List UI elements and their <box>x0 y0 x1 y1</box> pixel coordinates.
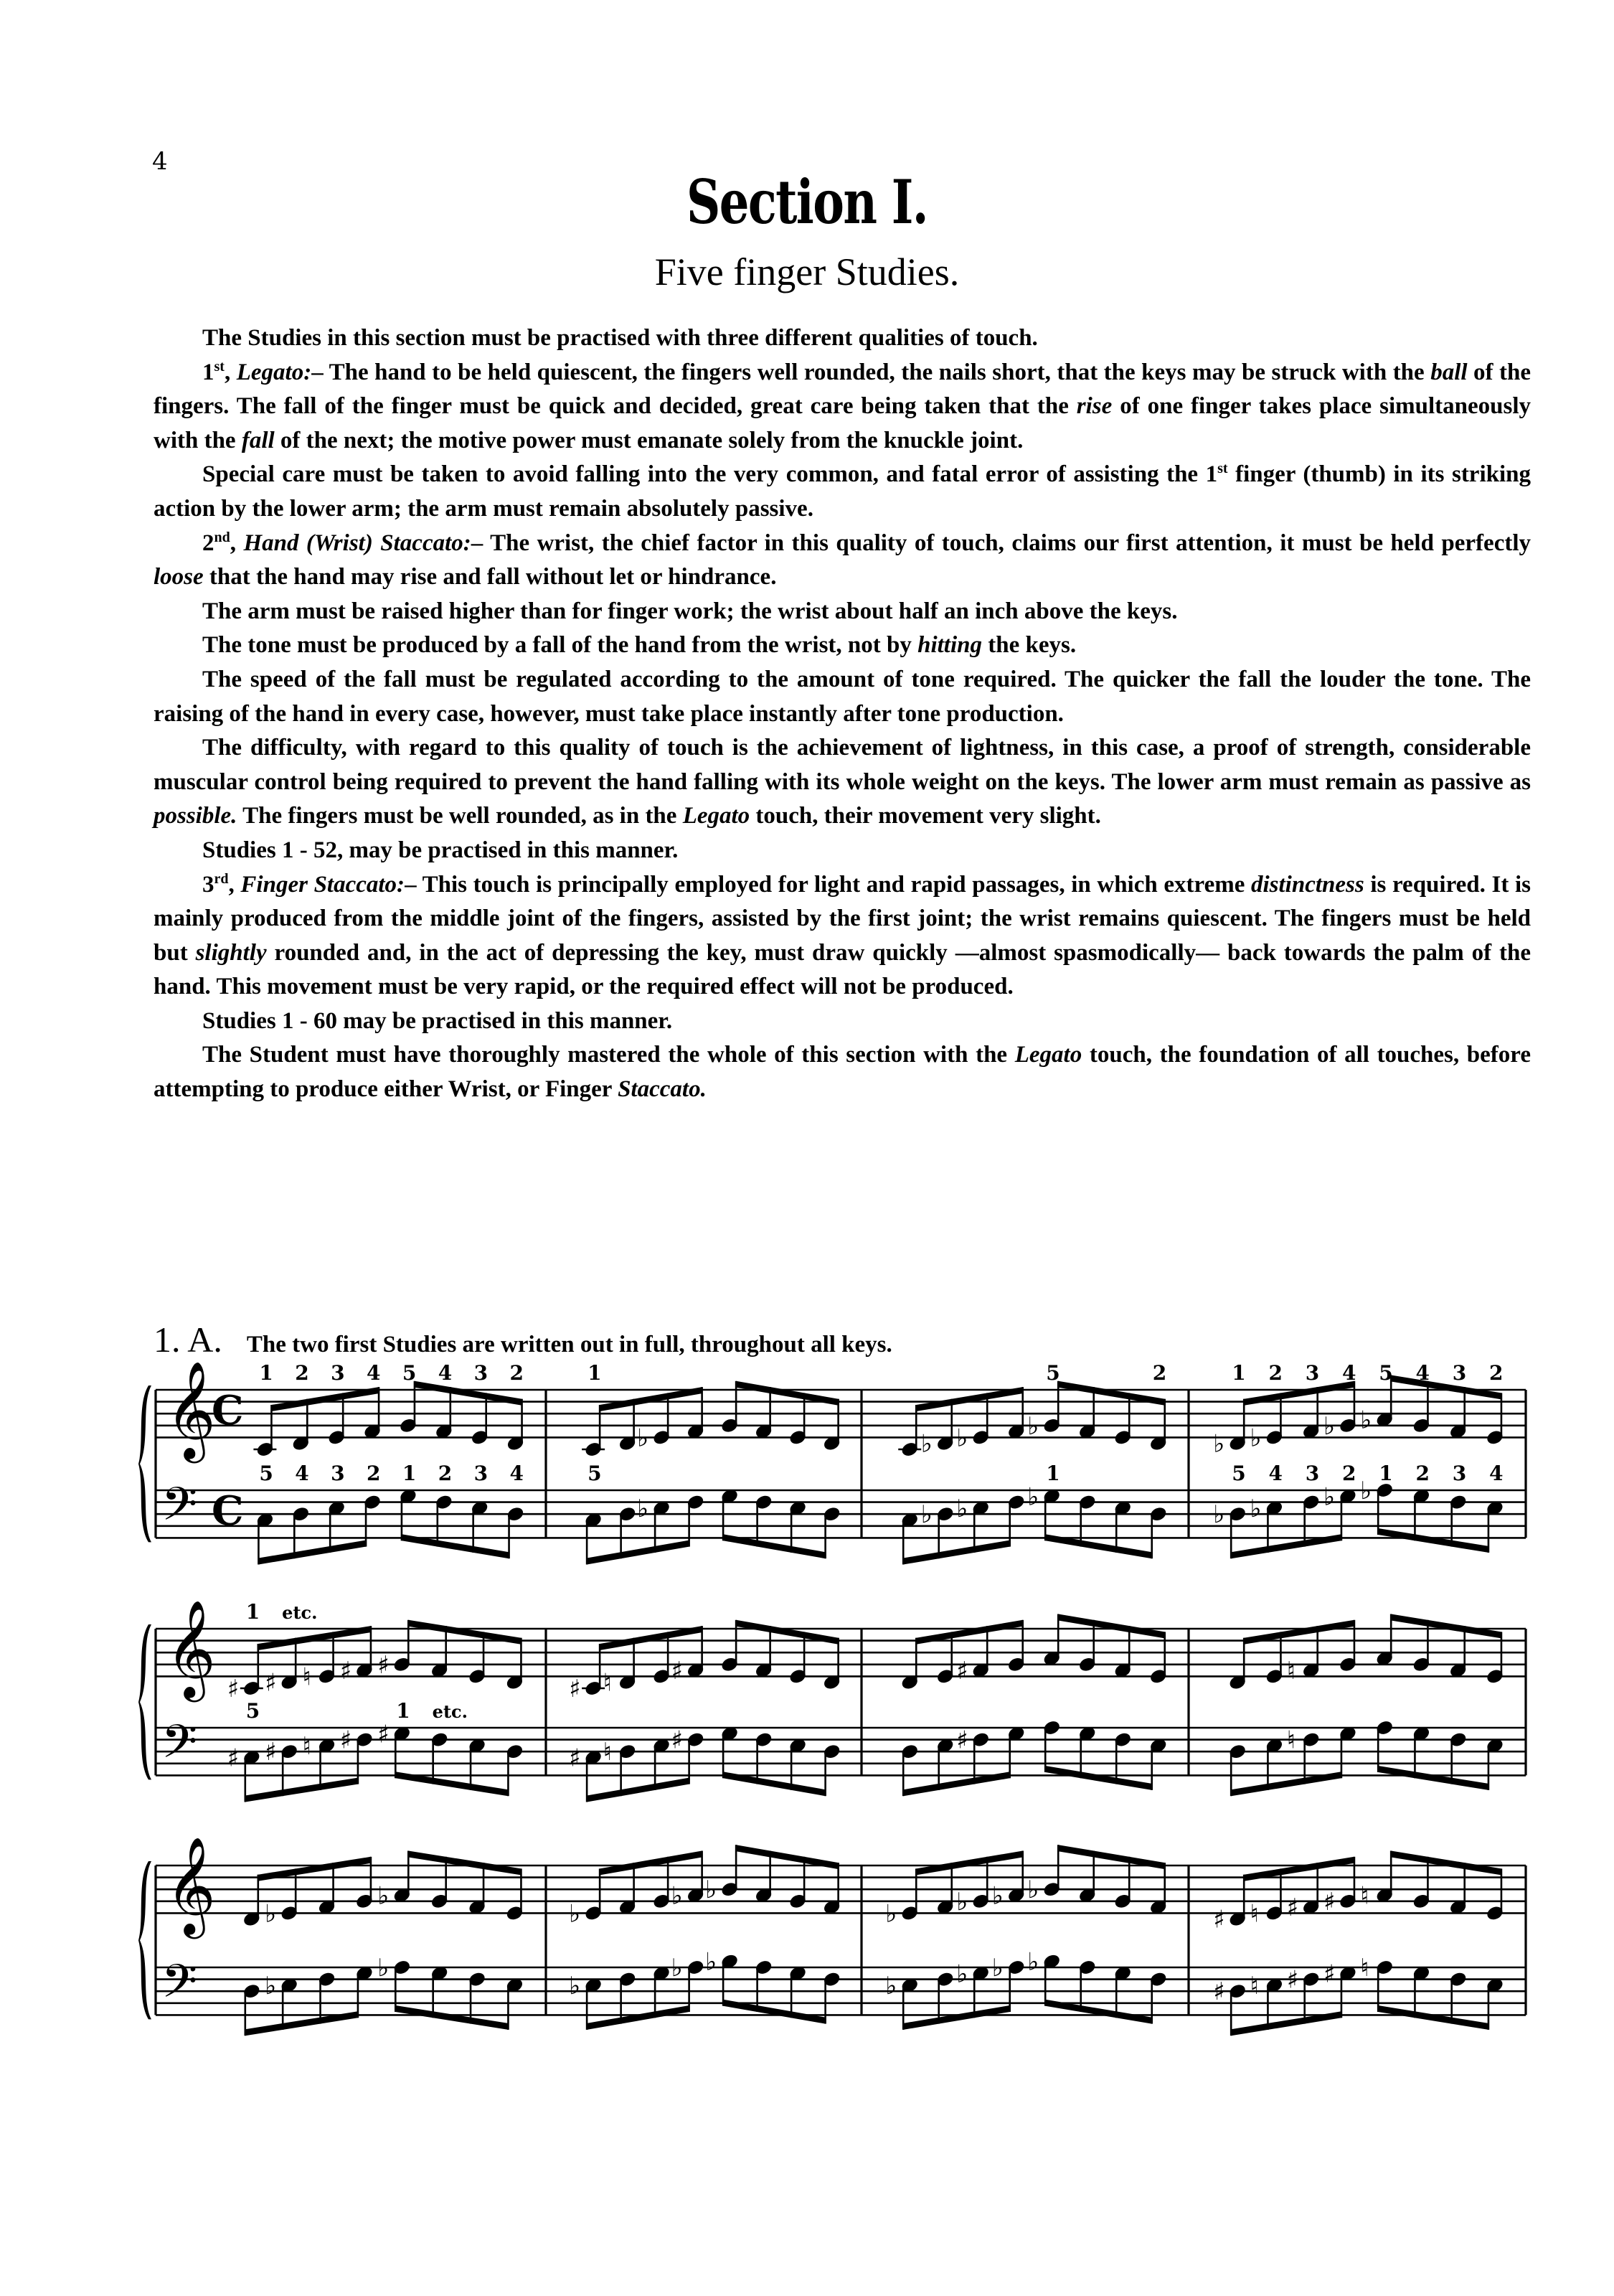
flat-icon: ♭ <box>1360 1477 1372 1505</box>
flat-icon: ♭ <box>377 1881 390 1911</box>
flat-icon: ♭ <box>569 1971 581 2000</box>
sharp-icon: ♯ <box>265 1738 277 1767</box>
natural-icon: ♮ <box>1360 1881 1369 1911</box>
page-number: 4 <box>152 147 168 176</box>
paragraph: 2nd, Hand (Wrist) Staccato:– The wrist, the chief factor in this quality of touch, claims our first attention, it must be held perfectly loose that the hand may rise and fall without let or hindrance. <box>154 529 1531 591</box>
beam <box>1378 2005 1488 2030</box>
bass-clef-icon: 𝄢 <box>161 1715 198 1780</box>
fingering: 3 <box>1305 1462 1320 1485</box>
sharp-icon: ♯ <box>1213 1977 1225 2007</box>
paragraph: 1st, Legato:– The hand to be held quiescent, the fingers well rounded, the nails short, that the keys may be struck with the ball of the fingers. The fall of the finger must be quick and decided, great care being taken that the rise of one finger takes place simultaneously with the fall of the next; the motive power must emanate solely from the knuckle joint. <box>154 358 1532 453</box>
paragraph: The speed of the fall must be regulated according to the amount of tone required. The quicker the fall the louder the tone. The raising of the hand in every case, however, must take place instantly after tone production. <box>154 666 1531 727</box>
sharp-icon: ♯ <box>956 1657 968 1686</box>
sharp-icon: ♯ <box>227 1675 240 1703</box>
flat-icon: ♭ <box>1323 1411 1335 1441</box>
brace <box>138 1861 151 2019</box>
natural-icon: ♮ <box>1360 1954 1369 1982</box>
beam <box>408 1851 521 1876</box>
flat-icon: ♭ <box>991 1881 1004 1911</box>
natural-icon: ♮ <box>1250 1899 1259 1929</box>
fingering: 4 <box>438 1361 453 1385</box>
fingering: etc. <box>432 1701 468 1722</box>
fingering: 4 <box>1268 1462 1283 1485</box>
fingering: 5 <box>1046 1361 1060 1385</box>
brace <box>138 1385 151 1542</box>
sharp-icon: ♯ <box>671 1657 684 1686</box>
flat-icon: ♭ <box>956 1959 968 1989</box>
beam <box>1045 1766 1152 1790</box>
paragraph: The tone must be produced by a fall of the hand from the wrist, not by hitting the keys. <box>202 632 1077 659</box>
flat-icon: ♭ <box>1027 1876 1039 1905</box>
beam <box>1378 1528 1488 1553</box>
flat-icon: ♭ <box>920 1429 933 1459</box>
flat-icon: ♭ <box>265 1971 277 2000</box>
beam <box>587 1778 689 1802</box>
natural-icon: ♮ <box>1250 1971 1259 2000</box>
fingering: 5 <box>587 1462 602 1485</box>
natural-icon: ♮ <box>603 1738 612 1767</box>
brace <box>138 1624 151 1779</box>
flat-icon: ♭ <box>705 1876 717 1905</box>
sharp-icon: ♯ <box>1323 1887 1336 1916</box>
beam <box>1378 1766 1488 1790</box>
fingering: 2 <box>1152 1361 1167 1385</box>
flat-icon: ♭ <box>956 1424 968 1453</box>
beam <box>258 1540 366 1565</box>
paragraph: The Student must have thoroughly mastered the whole of this section with the Legato touch, the foundation of all touches, before attempting to produce either Wrist, or Finger Staccato. <box>154 1042 1531 1103</box>
natural-icon: ♮ <box>603 1668 612 1698</box>
flat-icon: ♭ <box>956 1887 968 1916</box>
flat-icon: ♭ <box>377 1954 390 1982</box>
beam <box>903 2005 1010 2030</box>
fingering: 5 <box>1379 1361 1393 1385</box>
flat-icon: ♭ <box>671 1881 683 1911</box>
fingering: 2 <box>1488 1361 1504 1385</box>
fingering: 4 <box>1341 1361 1356 1385</box>
fingering: 2 <box>367 1462 381 1485</box>
flat-icon: ♭ <box>1027 1947 1039 1977</box>
fingering: 5 <box>259 1462 273 1485</box>
sharp-icon: ♯ <box>1323 1959 1336 1989</box>
fingering: 1 <box>587 1361 602 1385</box>
beam <box>1391 1375 1501 1400</box>
fingering: 4 <box>509 1462 524 1485</box>
fingering: 2 <box>1268 1361 1283 1385</box>
beam <box>1391 1851 1501 1876</box>
flat-icon: ♭ <box>956 1494 968 1523</box>
paragraph: 3rd, Finger Staccato:– This touch is principally employed for light and rapid passages, in which extreme distinctness is required. It is mainly produced from the middle joint of the fingers, assisted by the first joint; the wrist remains quiescent. The fingers must be held but slightly rounded and, in the act of depressing the key, must draw quickly —almost spasmodically— back towards the palm of the hand. This movement must be very rapid, or the required effect will not be produced. <box>154 870 1532 1000</box>
fingering: 1 <box>402 1462 417 1485</box>
flat-icon: ♭ <box>569 1899 581 1929</box>
fingering: 2 <box>1341 1462 1356 1485</box>
fingering: 3 <box>1305 1361 1320 1385</box>
sharp-icon: ♯ <box>265 1668 277 1698</box>
fingering: 2 <box>1415 1462 1430 1485</box>
beam <box>600 1851 702 1876</box>
sharp-icon: ♯ <box>671 1726 684 1755</box>
sharp-icon: ♯ <box>339 1726 352 1755</box>
flat-icon: ♭ <box>265 1899 277 1929</box>
paragraph: The arm must be raised higher than for finger work; the wrist about half an inch above the keys. <box>202 598 1178 624</box>
fingering: 3 <box>473 1361 489 1385</box>
sharp-icon: ♯ <box>1286 1965 1299 1995</box>
fingering: 2 <box>295 1361 309 1385</box>
paragraph: The difficulty, with regard to this quality of touch is the achievement of lightness, in this case, a proof of strength, considerable muscular control being required to prevent the hand falling with its whole weight on the keys. The lower arm must remain as passive as possible. The fingers must be well rounded, as in the Legato touch, their movement very slight. <box>154 735 1531 829</box>
fingering: 1 <box>1379 1462 1393 1485</box>
flat-icon: ♭ <box>1027 1482 1039 1512</box>
paragraph: The Studies in this section must be practised with three different qualities of touch. <box>202 325 1038 351</box>
flat-icon: ♭ <box>885 1899 897 1929</box>
flat-icon: ♭ <box>1250 1424 1262 1453</box>
fingering: 1 <box>245 1600 260 1624</box>
study-description: The two first Studies are written out in full, throughout all keys. <box>246 1332 892 1358</box>
fingering: 1 <box>259 1361 273 1385</box>
flat-icon: ♭ <box>1213 1429 1225 1459</box>
flat-icon: ♭ <box>991 1954 1004 1982</box>
flat-icon: ♭ <box>1250 1494 1262 1523</box>
paragraph: Studies 1 - 60 may be practised in this manner. <box>202 1007 673 1034</box>
sharp-icon: ♯ <box>227 1744 240 1773</box>
treble-clef-icon: 𝄞 <box>166 1359 216 1459</box>
sharp-icon: ♯ <box>377 1650 390 1680</box>
beam <box>903 1540 1010 1565</box>
fingering: 4 <box>1488 1462 1504 1485</box>
sharp-icon: ♯ <box>1213 1905 1225 1934</box>
beam <box>245 1778 358 1802</box>
sharp-icon: ♯ <box>569 1675 581 1703</box>
natural-icon: ♮ <box>1286 1657 1296 1686</box>
paragraph: Special care must be taken to avoid falling into the very common, and fatal error of assisting the 1st finger (thumb) in its striking action by the lower arm; the arm must remain absolutely passive. <box>154 461 1531 522</box>
sharp-icon: ♯ <box>1286 1893 1299 1923</box>
fingering: 2 <box>438 1462 453 1485</box>
common-time-icon: C <box>212 1487 244 1535</box>
natural-icon: ♮ <box>302 1731 311 1761</box>
flat-icon: ♭ <box>1213 1500 1225 1530</box>
sharp-icon: ♯ <box>377 1720 390 1749</box>
flat-icon: ♭ <box>1360 1406 1372 1435</box>
treble-clef-icon: 𝄞 <box>166 1835 216 1934</box>
section-subtitle: Five finger Studies. <box>654 250 960 293</box>
bass-clef-icon: 𝄢 <box>161 1477 198 1543</box>
flat-icon: ♭ <box>705 1947 717 1977</box>
sharp-icon: ♯ <box>339 1657 352 1686</box>
fingering: 3 <box>331 1462 345 1485</box>
flat-icon: ♭ <box>885 1971 897 2000</box>
fingering: etc. <box>282 1602 318 1623</box>
section-title: Section I. <box>686 166 928 237</box>
fingering: 3 <box>1452 1462 1467 1485</box>
fingering: 4 <box>295 1462 309 1485</box>
natural-icon: ♮ <box>1286 1726 1296 1755</box>
fingering: 4 <box>367 1361 381 1385</box>
beam <box>1058 1614 1165 1639</box>
fingering: 1 <box>1232 1361 1246 1385</box>
beam <box>916 1851 1023 1876</box>
fingering: 1 <box>1046 1462 1060 1485</box>
common-time-icon: C <box>212 1386 244 1434</box>
paragraph: Studies 1 - 52, may be practised in this manner. <box>202 837 679 863</box>
study-number: 1. A. <box>154 1319 222 1360</box>
fingering: 5 <box>1232 1462 1246 1485</box>
fingering: 3 <box>331 1361 345 1385</box>
fingering: 4 <box>1415 1361 1430 1385</box>
flat-icon: ♭ <box>920 1500 933 1530</box>
treble-clef-icon: 𝄞 <box>166 1598 216 1698</box>
beam <box>587 2005 689 2030</box>
sharp-icon: ♯ <box>956 1726 968 1755</box>
fingering: 1 <box>396 1699 410 1723</box>
beam <box>1391 1614 1501 1639</box>
natural-icon: ♮ <box>302 1662 311 1692</box>
fingering: 2 <box>509 1361 524 1385</box>
flat-icon: ♭ <box>637 1494 649 1523</box>
sharp-icon: ♯ <box>569 1744 581 1773</box>
flat-icon: ♭ <box>1323 1482 1335 1512</box>
fingering: 3 <box>1452 1361 1467 1385</box>
flat-icon: ♭ <box>1027 1411 1039 1441</box>
fingering: 3 <box>473 1462 489 1485</box>
beam <box>587 1540 689 1565</box>
flat-icon: ♭ <box>637 1424 649 1453</box>
flat-icon: ♭ <box>671 1954 683 1982</box>
bass-clef-icon: 𝄢 <box>161 1954 198 2020</box>
beam <box>395 2005 508 2030</box>
fingering: 5 <box>402 1361 417 1385</box>
fingering: 5 <box>245 1699 260 1723</box>
